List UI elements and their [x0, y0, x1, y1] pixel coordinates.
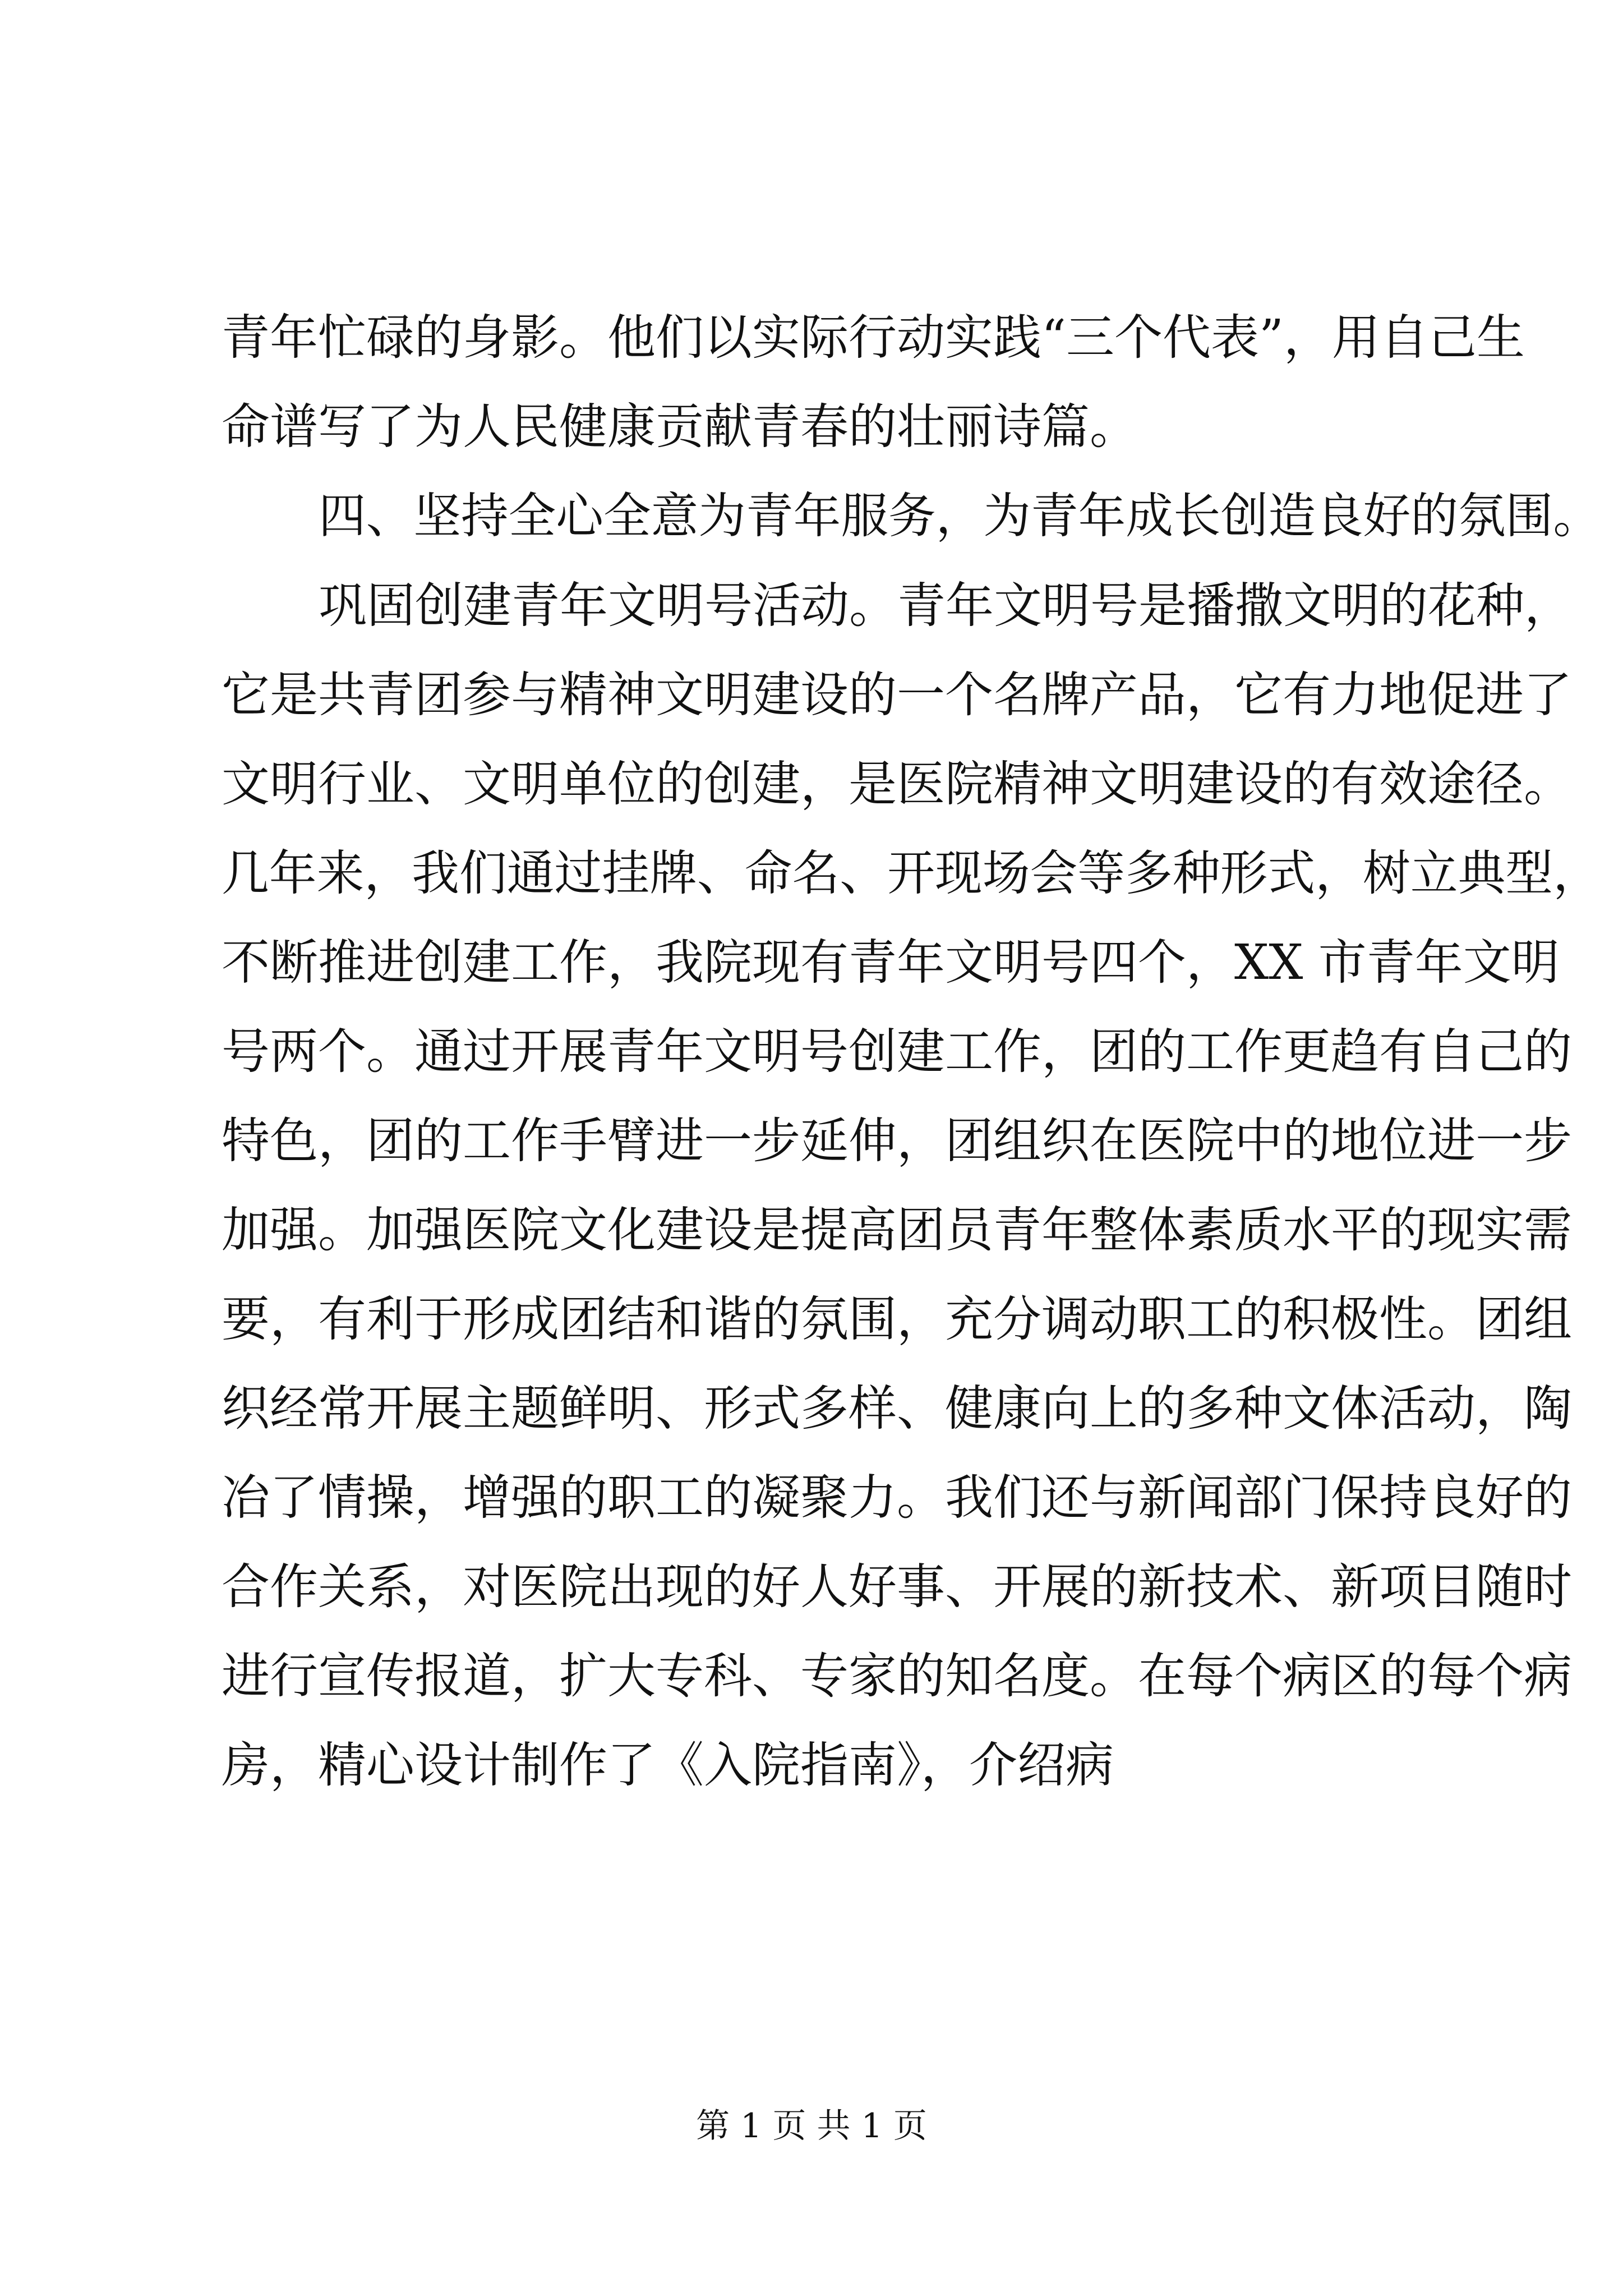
text-line: 织经常开展主题鲜明、形式多样、健康向上的多种文体活动，陶 — [222, 1381, 1572, 1437]
text-line: 青年忙碌的身影。他们以实际行动实践“三个代表”，用自己生 — [222, 310, 1525, 366]
text-line: 不断推进创建工作，我院现有青年文明号四个，XX 市青年文明 — [222, 935, 1560, 991]
text-line: 巩固创建青年文明号活动。青年文明号是播撒文明的花种， — [319, 578, 1573, 634]
text-line: 它是共青团参与精神文明建设的一个名牌产品，它有力地促进了 — [222, 667, 1572, 723]
text-line: 号两个。通过开展青年文明号创建工作，团的工作更趋有自己的 — [222, 1024, 1572, 1080]
text-line: 进行宣传报道，扩大专科、专家的知名度。在每个病区的每个病 — [222, 1648, 1572, 1704]
text-line: 要，有利于形成团结和谐的氛围，充分调动职工的积极性。团组 — [222, 1291, 1572, 1347]
text-line: 几年来，我们通过挂牌、命名、开现场会等多种形式，树立典型， — [222, 845, 1601, 901]
text-line: 加强。加强医院文化建设是提高团员青年整体素质水平的现实需 — [222, 1202, 1572, 1258]
text-line: 文明行业、文明单位的创建，是医院精神文明建设的有效途径。 — [222, 756, 1572, 812]
page-number-footer: 第 1 页 共 1 页 — [696, 2106, 927, 2146]
text-line: 房，精心设计制作了《入院指南》，介绍病 — [222, 1737, 1114, 1793]
text-line: 特色，团的工作手臂进一步延伸，团组织在医院中的地位进一步 — [222, 1113, 1572, 1169]
section-heading: 四、坚持全心全意为青年服务，为青年成长创造良好的氛围。 — [319, 488, 1601, 544]
text-line: 合作关系，对医院出现的好人好事、开展的新技术、新项目随时 — [222, 1559, 1572, 1615]
text-line: 冶了情操，增强的职工的凝聚力。我们还与新闻部门保持良好的 — [222, 1470, 1572, 1526]
text-line: 命谱写了为人民健康贡献青春的壮丽诗篇。 — [222, 399, 1138, 455]
